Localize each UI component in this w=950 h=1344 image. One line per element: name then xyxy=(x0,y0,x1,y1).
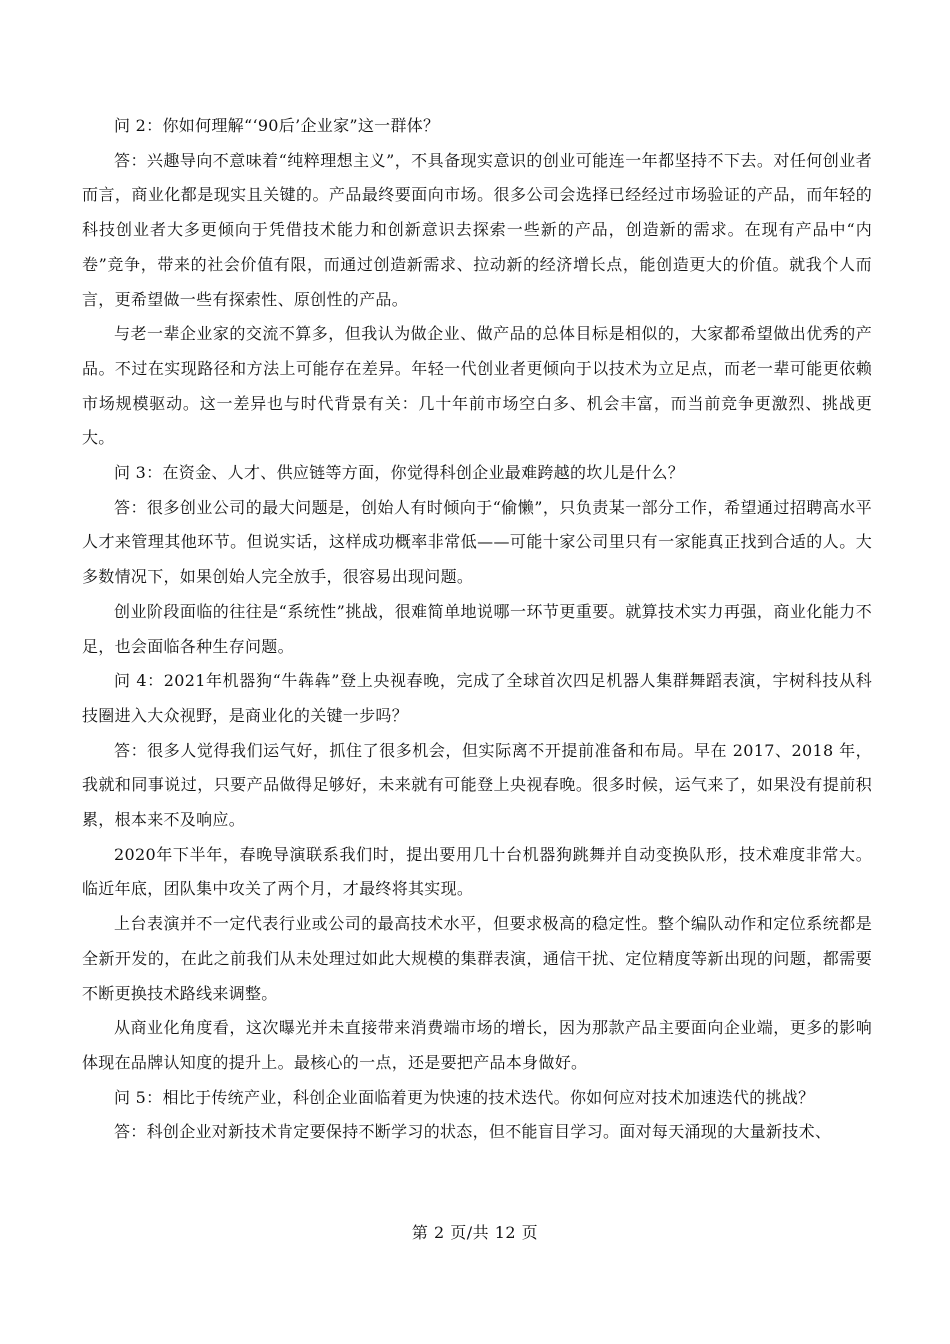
answer-2-paragraph-2: 与老一辈企业家的交流不算多，但我认为做企业、做产品的总体目标是相似的，大家都希望做出优秀的产品。不过在实现路径和方法上可能存在差异。年轻一代创业者更倾向于以技术为立足点，而老一辈可能更依赖市场规模驱动。这一差异也与时代背景有关：几十年前市场空白多、机会丰富，而当前竞争更激烈、挑战更大。 xyxy=(82,324,872,448)
answer-2-paragraph-1: 答：兴趣导向不意味着“纯粹理想主义”，不具备现实意识的创业可能连一年都坚持不下去。对任何创业者而言，商业化都是现实且关键的。产品最终要面向市场。很多公司会选择已经经过市场验证的产品，而年轻的科技创业者大多更倾向于凭借技术能力和创新意识去探索一些新的产品，创造新的需求。在现有产品中“内卷”竞争，带来的社会价值有限，而通过创造新需求、拉动新的经济增长点，能创造更大的价值。就我个人而言，更希望做一些有探索性、原创性的产品。 xyxy=(82,150,872,309)
answer-5-paragraph-1: 答：科创企业对新技术肯定要保持不断学习的状态，但不能盲目学习。面对每天涌现的大量新技术、 xyxy=(114,1122,832,1142)
answer-4-paragraph-1: 答：很多人觉得我们运气好，抓住了很多机会，但实际离不开提前准备和布局。早在 2017、2018 年，我就和同事说过，只要产品做得足够好，未来就有可能登上央视春晚。很多时候，运气来了，如果没有提前积累，根本来不及响应。 xyxy=(82,740,872,830)
question-4: 问 4：2021年机器狗“牛犇犇”登上央视春晚，完成了全球首次四足机器人集群舞蹈表演，宇树科技从科技圈进入大众视野，是商业化的关键一步吗？ xyxy=(82,671,872,725)
answer-3-paragraph-1: 答：很多创业公司的最大问题是，创始人有时倾向于“偷懒”，只负责某一部分工作，希望通过招聘高水平人才来管理其他环节。但说实话，这样成功概率非常低——可能十家公司里只有一家能真正找到合适的人。大多数情况下，如果创始人完全放手，很容易出现问题。 xyxy=(82,497,872,587)
question-2: 问 2：你如何理解“‘90后’企业家”这一群体？ xyxy=(114,116,440,135)
question-3: 问 3：在资金、人才、供应链等方面，你觉得科创企业最难跨越的坎儿是什么？ xyxy=(114,463,685,483)
answer-4-paragraph-3: 上台表演并不一定代表行业或公司的最高技术水平，但要求极高的稳定性。整个编队动作和定位系统都是全新开发的，在此之前我们从未处理过如此大规模的集群表演，通信干扰、定位精度等新出现的问题，都需要不断更换技术路线来调整。 xyxy=(82,914,872,1003)
answer-3-paragraph-2: 创业阶段面临的往往是“系统性”挑战，很难简单地说哪一环节更重要。就算技术实力再强，商业化能力不足，也会面临各种生存问题。 xyxy=(82,601,872,656)
page-footer: 第 2 页/共 12 页 xyxy=(411,1223,539,1242)
answer-4-paragraph-2: 2020年下半年，春晚导演联系我们时，提出要用几十台机器狗跳舞并自动变换队形，技术难度非常大。临近年底，团队集中攻关了两个月，才最终将其实现。 xyxy=(82,844,872,899)
answer-4-paragraph-4: 从商业化角度看，这次曝光并未直接带来消费端市场的增长，因为那款产品主要面向企业端，更多的影响体现在品牌认知度的提升上。最核心的一点，还是要把产品本身做好。 xyxy=(82,1018,872,1072)
document-body xyxy=(82,109,872,1150)
question-5: 问 5：相比于传统产业，科创企业面临着更为快速的技术迭代。你如何应对技术加速迭代的挑战？ xyxy=(114,1087,815,1107)
